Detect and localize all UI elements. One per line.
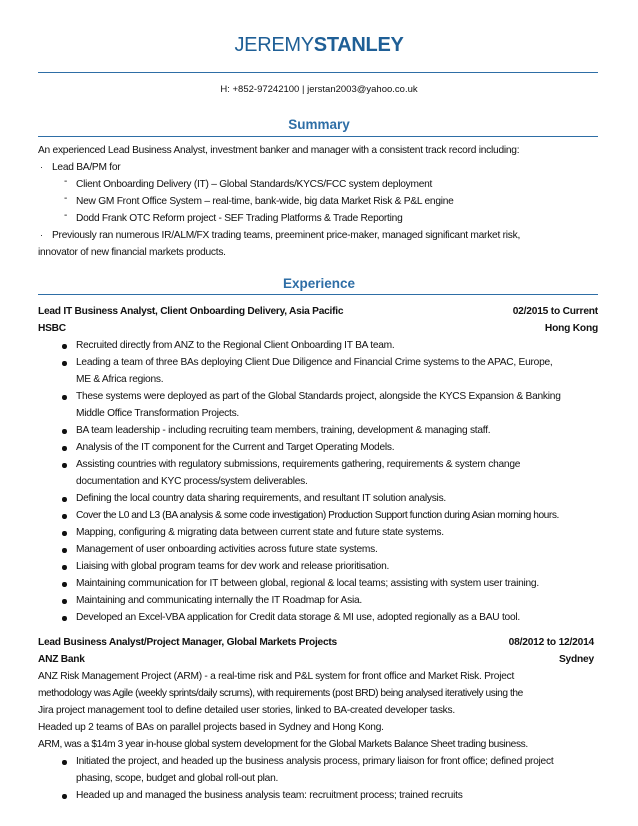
job1-bullet-text: BA team leadership - including recruiting team members, training, development & managing staff. [76,425,491,436]
summary-divider [38,136,598,137]
job1-bullet-text: Mapping, configuring & migrating data between current state and future state systems. [76,527,444,538]
summary-sub-item-3: Dodd Frank OTC Reform project - SEF Trading Platforms & Trade Reporting [76,213,403,224]
job2-paragraph-line: Headed up 2 teams of BAs on parallel projects based in Sydney and Hong Kong. [38,722,384,733]
job1-bullet-continuation: documentation and KYC process/system deliverables. [76,476,308,487]
job2-company: ANZ Bank [38,654,85,665]
job1-bullet-text: Leading a team of three BAs deploying Client Due Diligence and Financial Crime systems to the APAC, Europe, [76,357,553,368]
job1-bullet-text: Maintaining and communicating internally the IT Roadmap for Asia. [76,595,362,606]
job1-bullet-dot [62,565,67,570]
job1-bullet-text: Analysis of the IT component for the Current and Target Operating Models. [76,442,395,453]
job2-bullet-text: Initiated the project, and headed up the business analysis process, primary liaison for front office; defined project [76,756,554,767]
job1-bullet-dot [62,599,67,604]
job2-paragraph-line: ANZ Risk Management Project (ARM) - a real-time risk and P&L system for front office and Market Risk. Project [38,671,515,682]
job2-bullet-dot [62,760,67,765]
job1-bullet-dot [62,548,67,553]
job1-bullet-text: Developed an Excel-VBA application for Credit data storage & MI use, adopted regionally as a BAU tool. [76,612,520,623]
job2-bullet-text: Headed up and managed the business analysis team: recruitment process; trained recruits [76,790,463,801]
job1-bullet-dot [62,514,67,519]
sub-dash-3: - [64,210,68,221]
job1-bullet-text: Maintaining communication for IT between global, regional & local teams; assisting with system user training. [76,578,539,589]
job1-bullet-dot [62,446,67,451]
candidate-name [0,34,638,57]
summary-heading: Summary [288,117,350,132]
job1-bullet-dot [62,616,67,621]
job1-bullet-dot [62,429,67,434]
job2-paragraph-line: methodology was Agile (weekly sprints/daily scrums), with requirements (post BRD) being analysed iteratively using the [38,688,523,699]
sub-dash-2: - [64,193,68,204]
job1-location: Hong Kong [544,323,598,334]
job2-title: Lead Business Analyst/Project Manager, Global Markets Projects [38,637,337,648]
job1-bullet-text: Management of user onboarding activities across future state systems. [76,544,378,555]
job1-bullet-dot [62,531,67,536]
job1-bullet-text: These systems were deployed as part of the Global Standards project, alongside the KYCS Expansion & Banking [76,391,561,402]
experience-divider [38,294,598,295]
job1-bullet-dot [62,463,67,468]
job1-company: HSBC [38,323,66,334]
summary-intro: An experienced Lead Business Analyst, investment banker and manager with a consistent track record including: [38,145,520,156]
experience-heading: Experience [282,276,356,291]
job2-paragraph-line: Jira project management tool to define detailed user stories, linked to BA-created developer tasks. [38,705,455,716]
job1-dates: 02/2015 to Current [512,306,598,317]
job2-dates: 08/2012 to 12/2014 [508,637,594,648]
job2-bullet-continuation: phasing, scope, budget and global roll-out plan. [76,773,279,784]
contact-info: H: +852-97242100 | jerstan2003@yahoo.co.uk [220,84,418,95]
job1-title: Lead IT Business Analyst, Client Onboarding Delivery, Asia Pacific [38,306,344,317]
job1-bullet-dot [62,497,67,502]
summary-point-2-line-1: Previously ran numerous IR/ALM/FX trading teams, preeminent price-maker, managed significant market risk, [52,230,521,241]
summary-bullet-1: · [40,162,43,172]
job2-location: Sydney [558,654,594,665]
job1-bullet-text: Liaising with global program teams for dev work and release prioritisation. [76,561,390,572]
job1-bullet-continuation: ME & Africa regions. [76,374,164,385]
job2-bullet-dot [62,794,67,799]
job1-bullet-dot [62,395,67,400]
job1-bullet-text: Defining the local country data sharing requirements, and resultant IT solution analysis. [76,493,446,504]
job1-bullet-dot [62,582,67,587]
job1-bullet-text: Cover the L0 and L3 (BA analysis & some code investigation) Production Support function during Asian morning hours. [76,510,559,521]
first-name: JEREMY [234,34,314,56]
sub-dash-1: - [64,176,68,187]
summary-point-1: Lead BA/PM for [52,162,121,173]
summary-bullet-2: · [40,230,43,240]
job2-paragraph-line: ARM, was a $14m 3 year in-house global system development for the Global Markets Balance Sheet trading business. [38,739,528,750]
job1-bullet-continuation: Middle Office Transformation Projects. [76,408,240,419]
summary-sub-item-1: Client Onboarding Delivery (IT) – Global Standards/KYCS/FCC system deployment [76,179,433,190]
last-name: STANLEY [313,34,404,56]
job1-bullet-text: Recruited directly from ANZ to the Regional Client Onboarding IT BA team. [76,340,395,351]
summary-sub-item-2: New GM Front Office System – real-time, bank-wide, big data Market Risk & P&L engine [76,196,454,207]
job1-bullet-text: Assisting countries with regulatory submissions, requirements gathering, requirements & system change [76,459,521,470]
header-divider [38,72,598,73]
job1-bullet-dot [62,344,67,349]
summary-point-2-line-2: innovator of new financial markets products. [38,247,226,258]
job1-bullet-dot [62,361,67,366]
